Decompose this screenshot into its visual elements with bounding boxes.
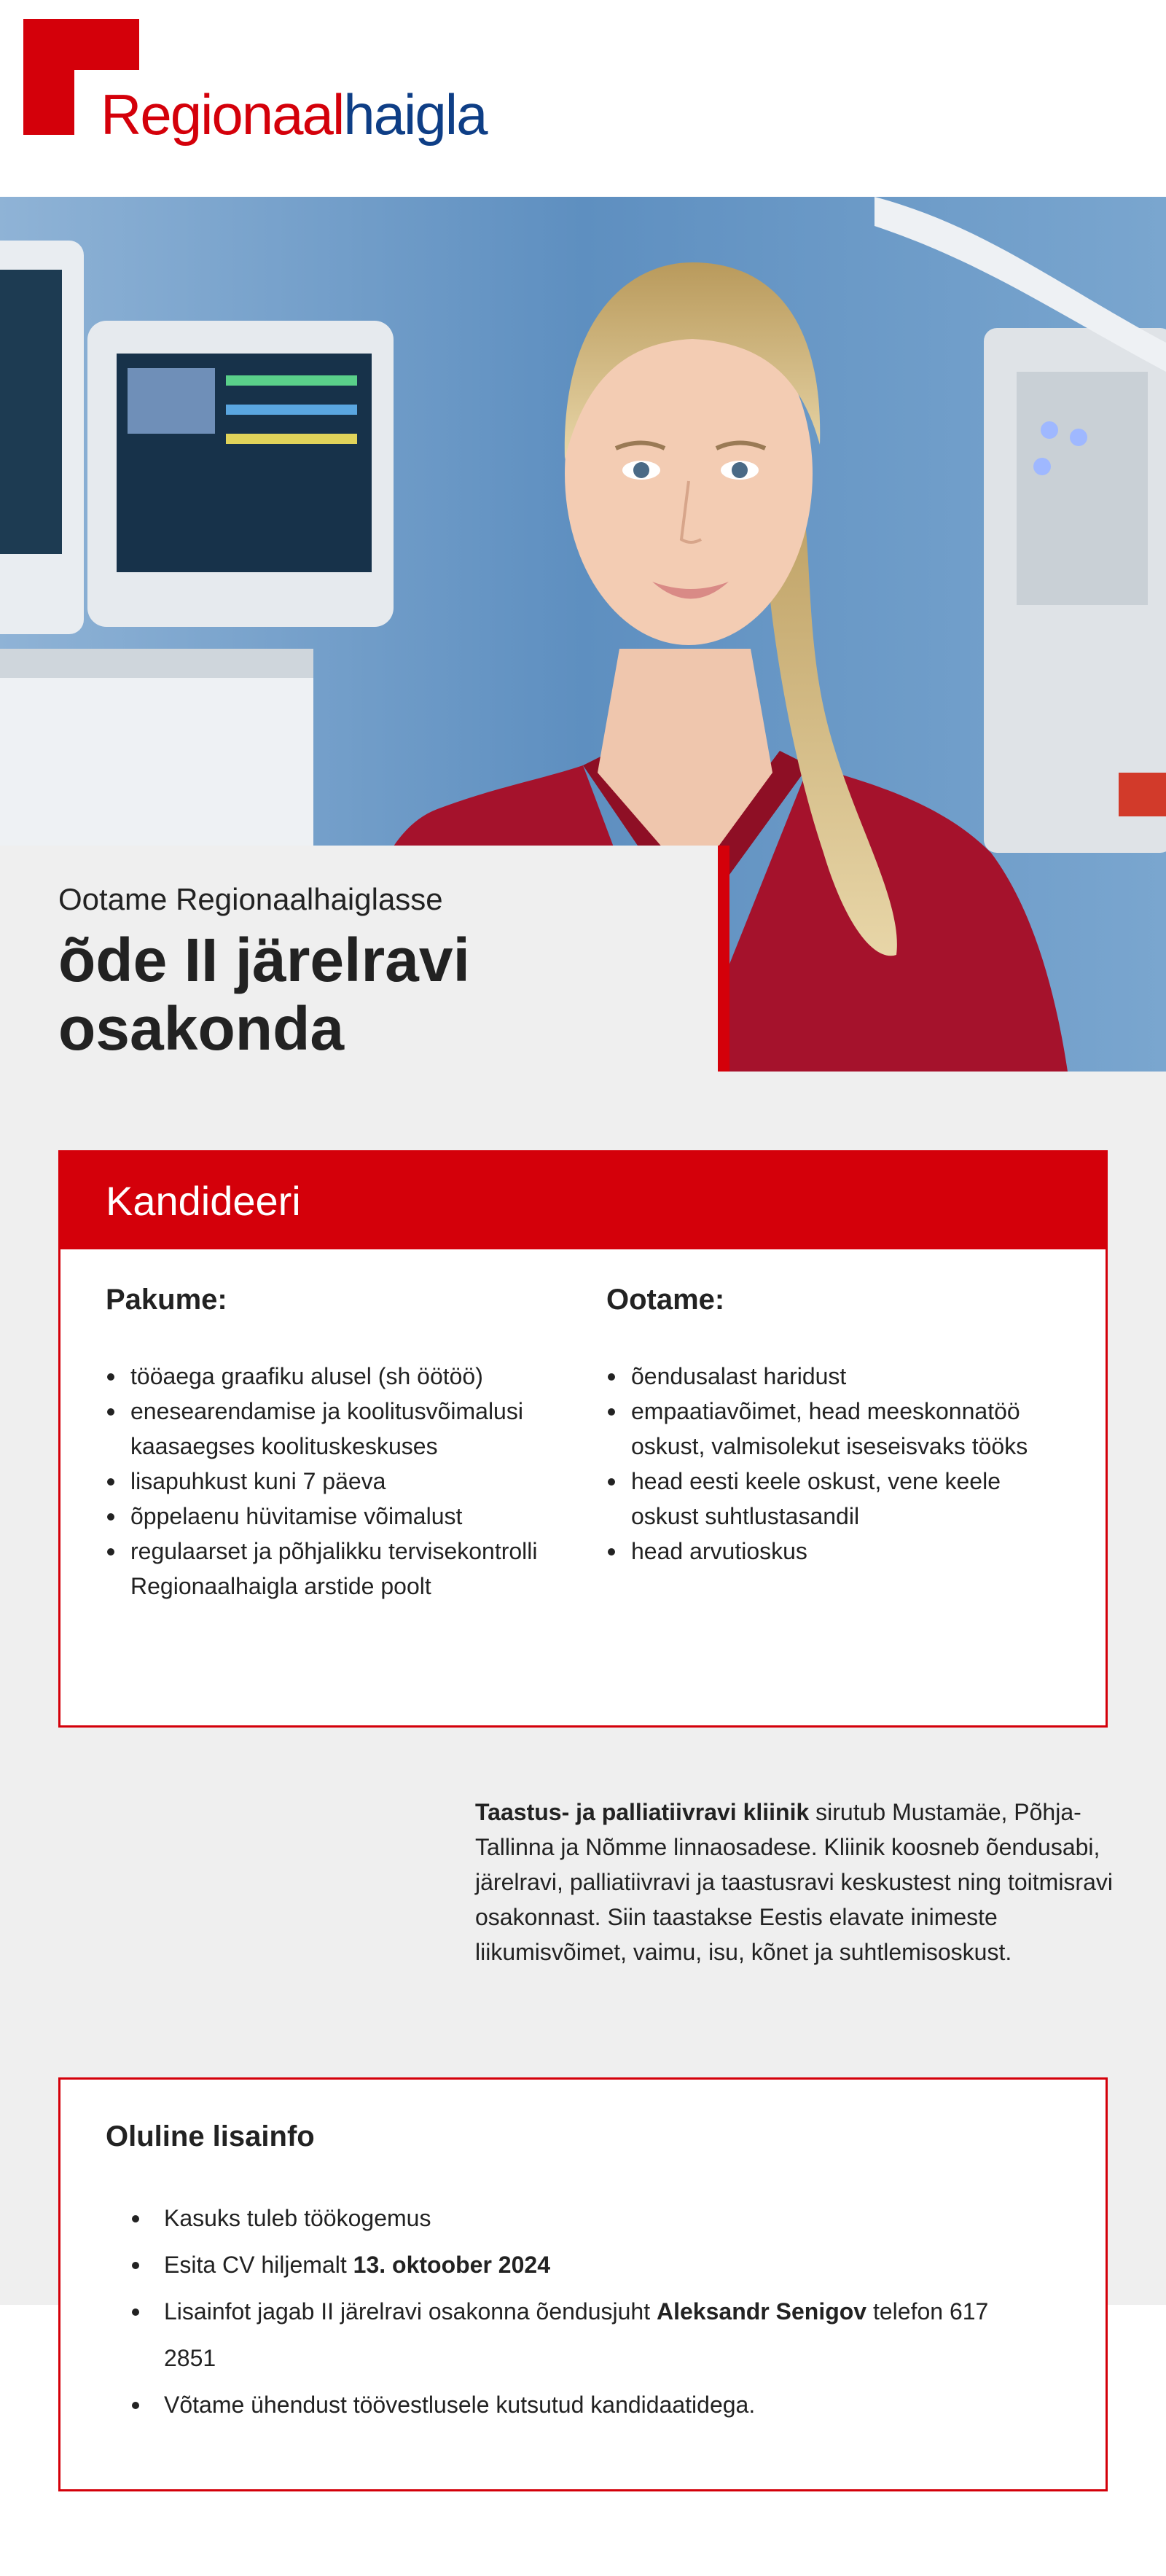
contact-name: Aleksandr Senigov [657, 2298, 867, 2325]
info-item-text: Esita CV hiljemalt [164, 2252, 353, 2278]
info-heading: Oluline lisainfo [106, 2120, 315, 2152]
offer-list [106, 1359, 572, 1604]
page-subtitle: Ootame Regionaalhaiglasse [58, 882, 443, 916]
apply-card [58, 1150, 1108, 1728]
deadline-date: 13. oktoober 2024 [353, 2252, 550, 2278]
logo-text-blue: haigla [343, 82, 487, 147]
clinic-description [475, 1795, 1124, 1970]
list-item: tööaega graafiku alusel (sh öötöö) [106, 1359, 572, 1394]
apply-button[interactable] [60, 1152, 1106, 1249]
expect-heading: Ootame: [606, 1284, 725, 1316]
list-item [106, 2195, 1046, 2241]
list-item [106, 2288, 1046, 2381]
clinic-description-text: sirutub Mustamäe, Põhja-Tallinna ja Nõmme linnaosadese. Kliinik koosneb õendusabi, järelravi, palliatiivravi ja taastusravi keskustest ning toitmisravi osakonnast. Siin taastakse Eestis elavate inimeste liikumisvõimet, vaimu, isu, kõnet ja suhtlemisoskust. [475, 1799, 1113, 1965]
accent-strip [718, 846, 729, 1072]
list-item: head arvutioskus [606, 1534, 1073, 1569]
list-item: regulaarset ja põhjalikku tervisekontrolli Regionaalhaigla arstide poolt [106, 1534, 572, 1604]
info-item-text: Võtame ühendust töövestlusele kutsutud kandidaatidega. [164, 2392, 756, 2418]
logo-text-red: Regionaal [101, 82, 344, 147]
info-list [106, 2195, 1046, 2428]
list-item [106, 2381, 1046, 2428]
info-card [58, 2077, 1108, 2491]
clinic-name: Taastus- ja palliatiivravi kliinik [475, 1799, 810, 1825]
list-item: empaatiavõimet, head meeskonnatöö oskust, valmisolekut iseseisvaks tööks [606, 1394, 1073, 1464]
list-item: enesearendamise ja koolitusvõimalusi kaasaegses koolituskeskuses [106, 1394, 572, 1464]
info-item-text: Lisainfot jagab II järelravi osakonna õendusjuht [164, 2298, 657, 2325]
list-item: õppelaenu hüvitamise võimalust [106, 1499, 572, 1534]
offer-column [106, 1284, 572, 1604]
list-item: head eesti keele oskust, vene keele oskust suhtlustasandil [606, 1464, 1073, 1534]
info-item-text: Kasuks tuleb töökogemus [164, 2205, 431, 2231]
list-item: õendusalast haridust [606, 1359, 1073, 1394]
expect-list [606, 1359, 1073, 1569]
apply-button-label: Kandideeri [106, 1178, 301, 1224]
page-title: õde II järelravi osakonda [58, 926, 470, 1063]
logo[interactable] [101, 82, 487, 147]
expect-column [606, 1284, 1073, 1569]
list-item [106, 2241, 1046, 2288]
offer-heading: Pakume: [106, 1284, 227, 1316]
list-item: lisapuhkust kuni 7 päeva [106, 1464, 572, 1499]
header [0, 0, 1166, 197]
contact-phone: telefon 617 2851 [164, 2298, 989, 2371]
